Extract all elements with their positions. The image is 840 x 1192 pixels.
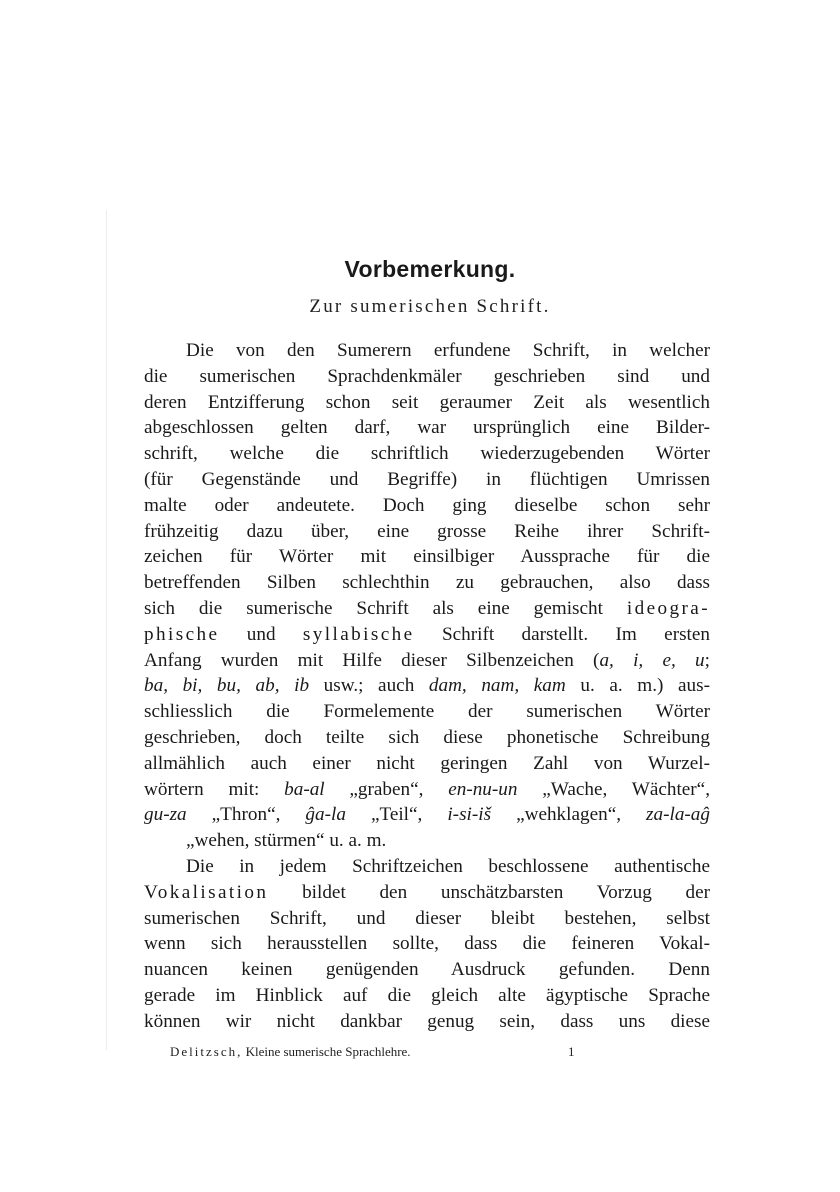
italic-term: i-si-iš bbox=[447, 804, 492, 826]
text-line: „wehen, stürmen“ u. a. m. bbox=[186, 830, 387, 852]
text-line: malte oder andeutete. Doch ging dieselbe schon sehr bbox=[144, 494, 710, 516]
italic-term: a, i, e, u bbox=[599, 649, 705, 671]
text-run: und bbox=[219, 623, 303, 645]
text-line: schrift, welche die schriftlich wiederzugebenden Wörter bbox=[144, 443, 710, 465]
text-line: die sumerischen Sprachdenkmäler geschrieben sind und bbox=[144, 365, 710, 387]
italic-term: gu-za bbox=[144, 804, 187, 826]
text-line: abgeschlossen gelten darf, war ursprünglich eine Bilder- bbox=[144, 417, 710, 439]
text-run: usw.; auch bbox=[309, 675, 429, 697]
text-line bbox=[144, 622, 710, 648]
text-run: bildet den unschätzbarsten Vorzug der bbox=[268, 881, 710, 903]
text-line bbox=[144, 673, 710, 699]
text-line: zeichen für Wörter mit einsilbiger Aussprache für die bbox=[144, 546, 710, 568]
text-line: geschrieben, doch teilte sich diese phonetische Schreibung bbox=[144, 726, 710, 748]
text-run: sich die sumerische Schrift als eine gemischt bbox=[144, 597, 627, 619]
text-line: frühzeitig dazu über, eine grosse Reihe ihrer Schrift- bbox=[144, 520, 710, 542]
spaced-term: phische bbox=[144, 623, 220, 645]
text-line bbox=[144, 596, 710, 622]
text-line: allmählich auch einer nicht geringen Zahl von Wurzel- bbox=[144, 752, 710, 774]
text-run: „Teil“, bbox=[345, 804, 448, 826]
text-line: sumerischen Schrift, und dieser bleibt bestehen, selbst bbox=[144, 907, 710, 929]
text-line: Die in jedem Schriftzeichen beschlossene authentische bbox=[186, 855, 710, 877]
body-text bbox=[144, 338, 710, 1035]
text-line: Die von den Sumerern erfundene Schrift, in welcher bbox=[186, 340, 710, 361]
text-line: betreffenden Silben schlechthin zu gebrauchen, also dass bbox=[144, 572, 710, 594]
text-run: wörtern mit: bbox=[144, 778, 285, 800]
text-run: u. a. m.) aus- bbox=[565, 675, 710, 697]
footer-author: Delitzsch, bbox=[170, 1044, 243, 1059]
text-line: wenn sich herausstellen sollte, dass die feineren Vokal- bbox=[144, 933, 710, 955]
signature-mark: 1 bbox=[568, 1044, 575, 1059]
text-run: ; bbox=[704, 649, 710, 671]
italic-term: en-nu-un bbox=[448, 778, 518, 800]
italic-term: za-la-aĝ bbox=[646, 804, 710, 826]
text-line: gerade im Hinblick auf die gleich alte ägyptische Sprache bbox=[144, 984, 710, 1006]
page-footer bbox=[170, 1044, 590, 1060]
text-line bbox=[144, 880, 710, 906]
footer-book-title: Kleine sumerische Sprachlehre. bbox=[242, 1044, 411, 1059]
text-run: „Thron“, bbox=[186, 804, 306, 826]
text-line: können wir nicht dankbar genug sein, dass uns diese bbox=[144, 1010, 710, 1032]
text-line: nuancen keinen genügenden Ausdruck gefunden. Denn bbox=[144, 959, 710, 981]
text-run: „wehklagen“, bbox=[491, 804, 647, 826]
italic-term: ba, bi, bu, ab, ib bbox=[144, 675, 310, 697]
text-line bbox=[144, 648, 710, 674]
italic-term: ba-al bbox=[284, 778, 325, 800]
text-line: schliesslich die Formelemente der sumerischen Wörter bbox=[144, 701, 710, 723]
text-line bbox=[144, 802, 710, 828]
spaced-term: syllabische bbox=[302, 623, 415, 645]
italic-term: dam, nam, kam bbox=[428, 675, 566, 697]
spaced-term: ideogra- bbox=[626, 597, 710, 619]
text-line bbox=[144, 777, 710, 803]
page-subtitle: Zur sumerischen Schrift. bbox=[309, 296, 551, 317]
text-line: (für Gegenstände und Begriffe) in flüchtigen Umrissen bbox=[144, 468, 710, 490]
text-run: Schrift darstellt. Im ersten bbox=[414, 623, 710, 645]
page-edge-shadow bbox=[106, 210, 107, 1050]
text-run: „graben“, bbox=[324, 778, 449, 800]
text-line: deren Entzifferung schon seit geraumer Zeit als wesentlich bbox=[144, 391, 710, 413]
spaced-term: Vokalisation bbox=[144, 881, 269, 903]
italic-term: ĝa-la bbox=[305, 804, 346, 826]
text-run: „Wache, Wächter“, bbox=[517, 778, 710, 800]
page-title: Vorbemerkung. bbox=[344, 256, 516, 282]
text-run: Anfang wurden mit Hilfe dieser Silbenzeichen ( bbox=[144, 649, 600, 671]
